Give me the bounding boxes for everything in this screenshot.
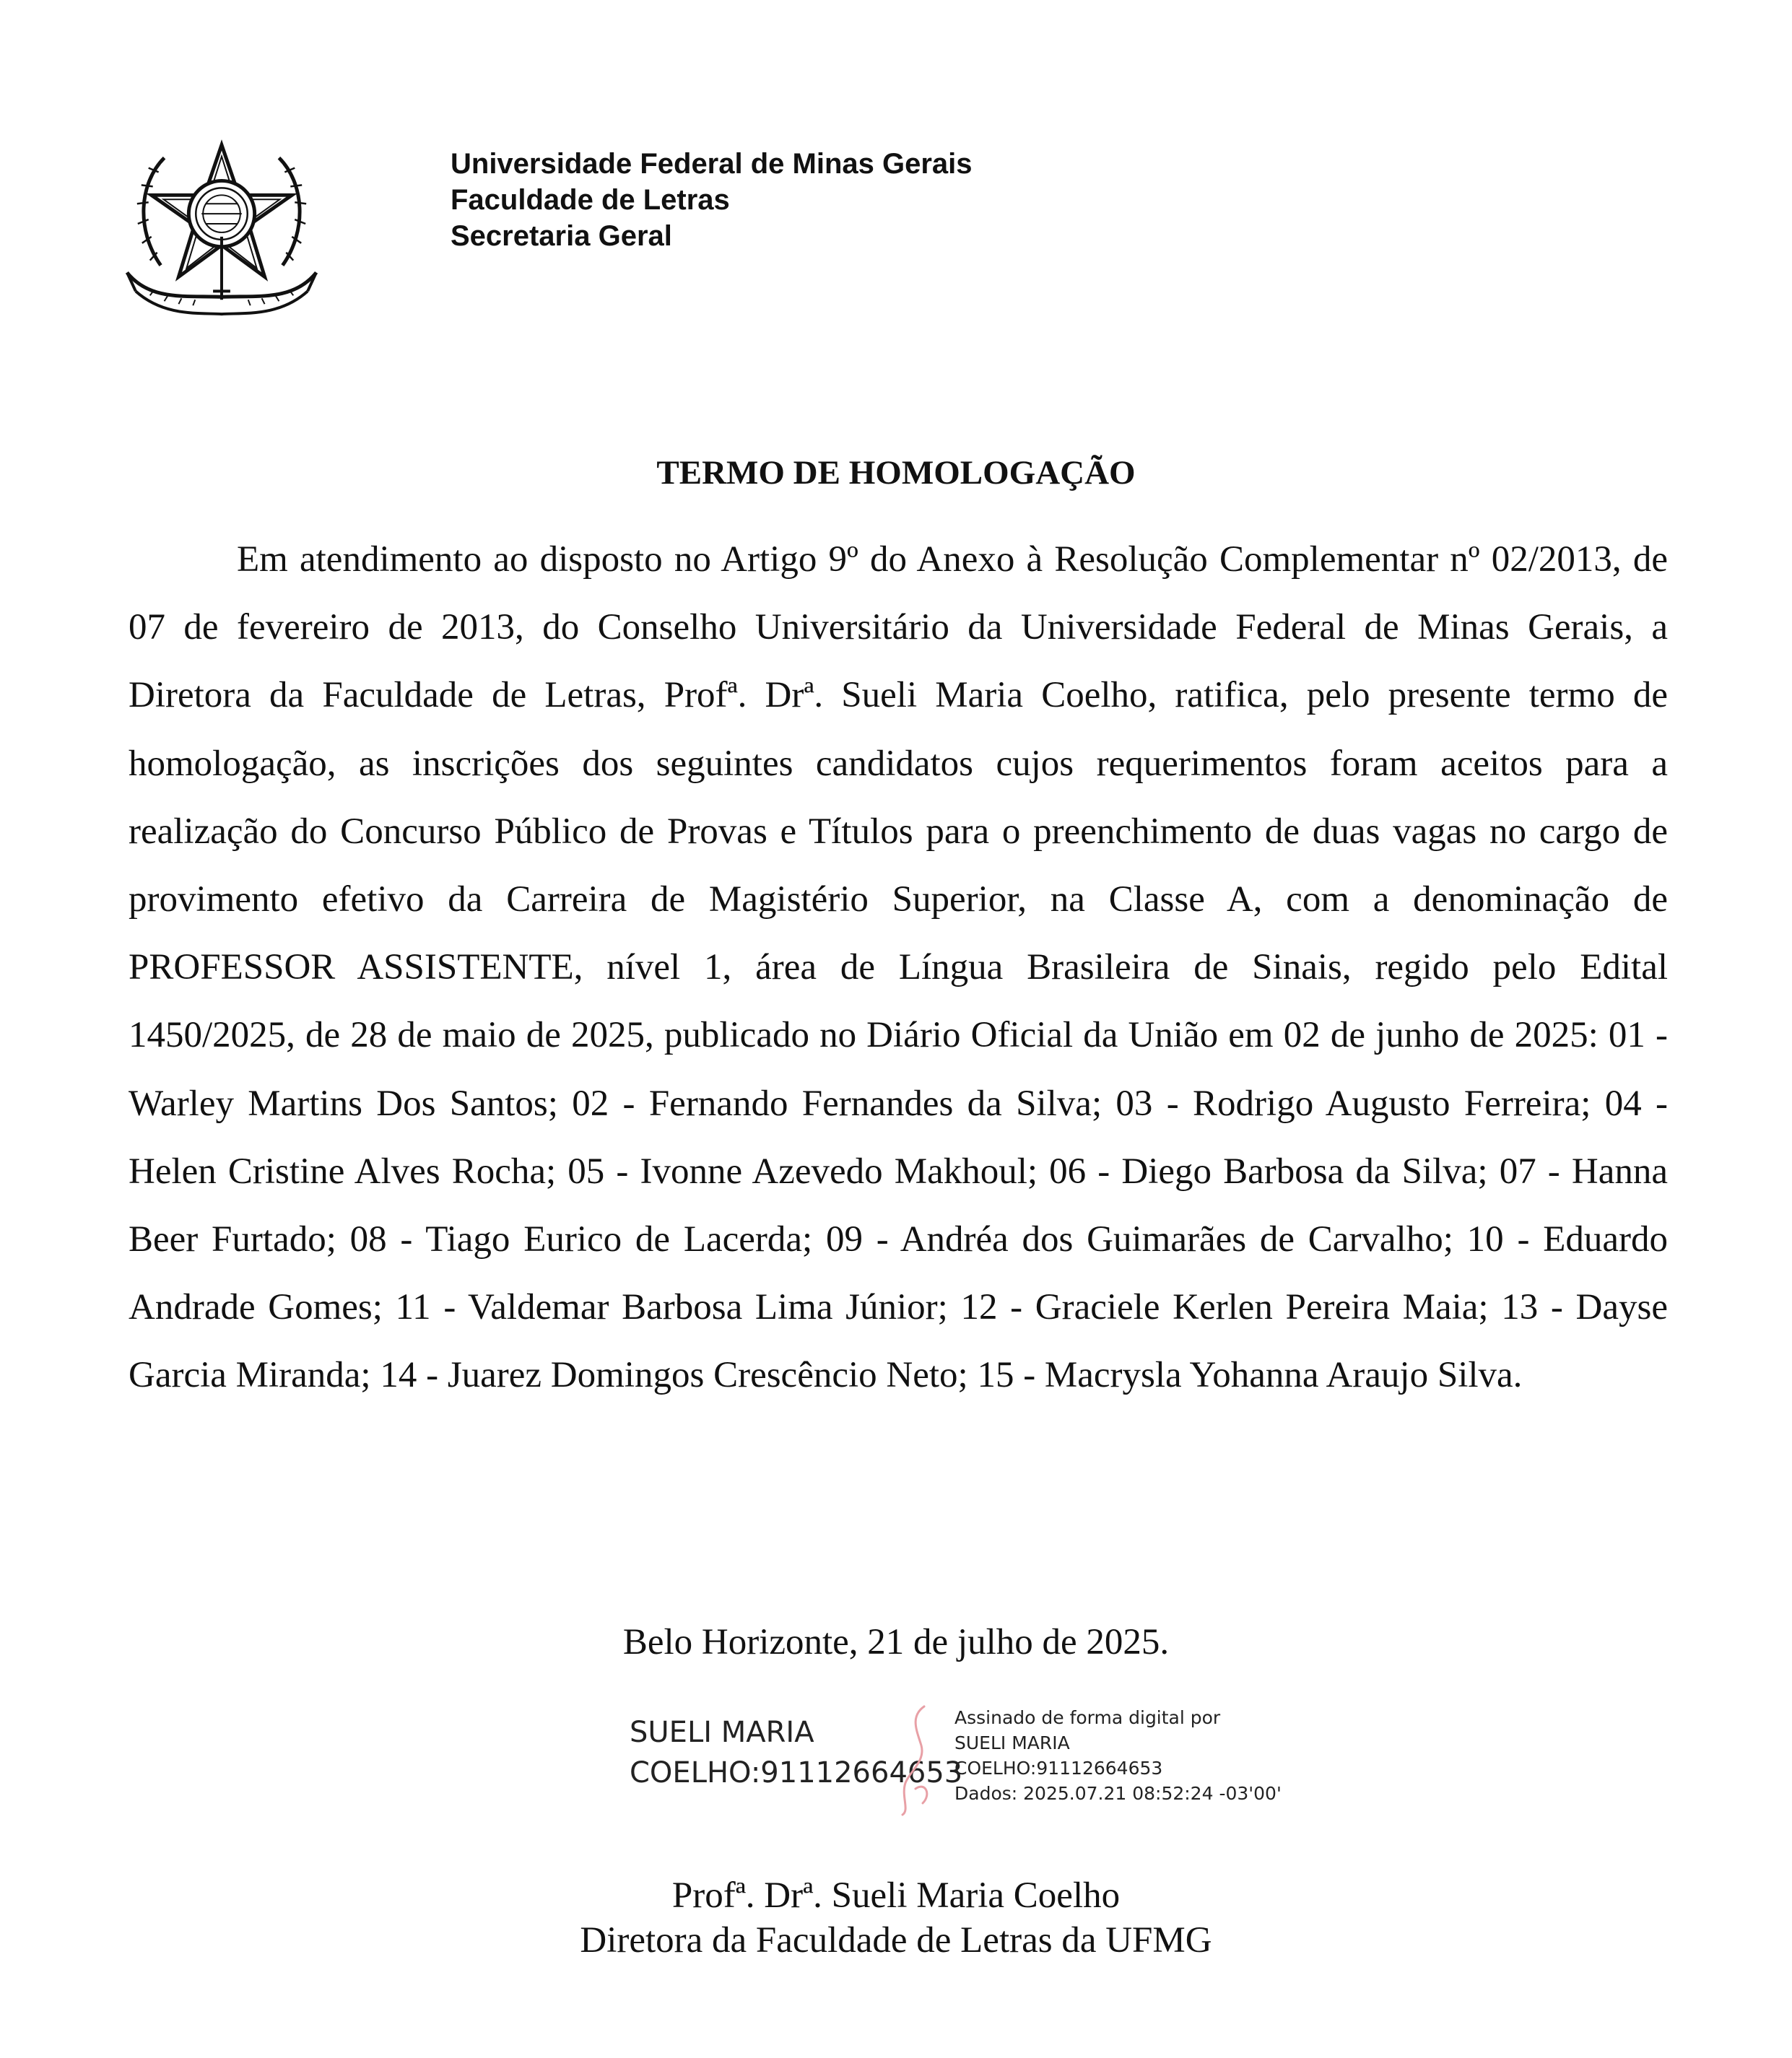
document-title: TERMO DE HOMOLOGAÇÃO xyxy=(656,454,1136,492)
signature-detail-line2: SUELI MARIA xyxy=(954,1732,1070,1753)
faculty-name: Faculdade de Letras xyxy=(451,184,730,216)
brazil-coat-of-arms-icon xyxy=(121,128,322,323)
signature-detail-line1: Assinado de forma digital por xyxy=(954,1707,1221,1728)
digital-signature-name-line1: SUELI MARIA xyxy=(630,1716,814,1749)
institution-header xyxy=(451,146,973,254)
signature-detail-line4: Dados: 2025.07.21 08:52:24 -03'00' xyxy=(954,1783,1282,1804)
signer-name: Profª. Drª. Sueli Maria Coelho xyxy=(671,1875,1121,1916)
signature-detail-line3: COELHO:91112664653 xyxy=(954,1758,1163,1779)
signer-role: Diretora da Faculdade de Letras da UFMG xyxy=(580,1920,1212,1961)
signature-mark-icon xyxy=(888,1702,953,1818)
document-body: Em atendimento ao disposto no Artigo 9º do Anexo à Resolução Complementar nº 02/2013, de 07 de fevereiro de 2013, do Conselho Universitário da Universidade Federal de Minas Gerais, a Diretora da Faculdade de Letras, Profª. Drª. Sueli Maria Coelho, ratifica, pelo presente termo de homologação, as inscrições dos seguintes candidatos cujos requerimentos foram aceitos para a realização do Concurso Público de Provas e Títulos para o preenchimento de duas vagas no cargo de provimento efetivo da Carreira de Magistério Superior, na Classe A, com a denominação de PROFESSOR ASSISTENTE, nível 1, área de Língua Brasileira de Sinais, regido pelo Edital 1450/2025, de 28 de maio de 2025, publicado no Diário Oficial da União em 02 de junho de 2025: 01 - Warley Martins Dos Santos; 02 - Fernando Fernandes da Silva; 03 - Rodrigo Augusto Ferreira; 04 - Helen Cristine Alves Rocha; 05 - Ivonne Azevedo Makhoul; 06 - Diego Barbosa da Silva; 07 - Hanna Beer Furtado; 08 - Tiago Eurico de Lacerda; 09 - Andréa dos Guimarães de Carvalho; 10 - Eduardo Andrade Gomes; 11 - Valdemar Barbosa Lima Júnior; 12 - Graciele Kerlen Pereira Maia; 13 - Dayse Garcia Miranda; 14 - Juarez Domingos Crescêncio Neto; 15 - Macrysla Yohanna Araujo Silva. xyxy=(129,539,1668,1396)
place-date: Belo Horizonte, 21 de julho de 2025. xyxy=(622,1622,1170,1662)
department-name: Secretaria Geral xyxy=(451,220,672,252)
digital-signature-name-line2: COELHO:91112664653 xyxy=(630,1756,963,1789)
digital-signature-details xyxy=(954,1705,1282,1806)
institution-name: Universidade Federal de Minas Gerais xyxy=(451,148,973,180)
signer-block xyxy=(0,1873,1792,1963)
